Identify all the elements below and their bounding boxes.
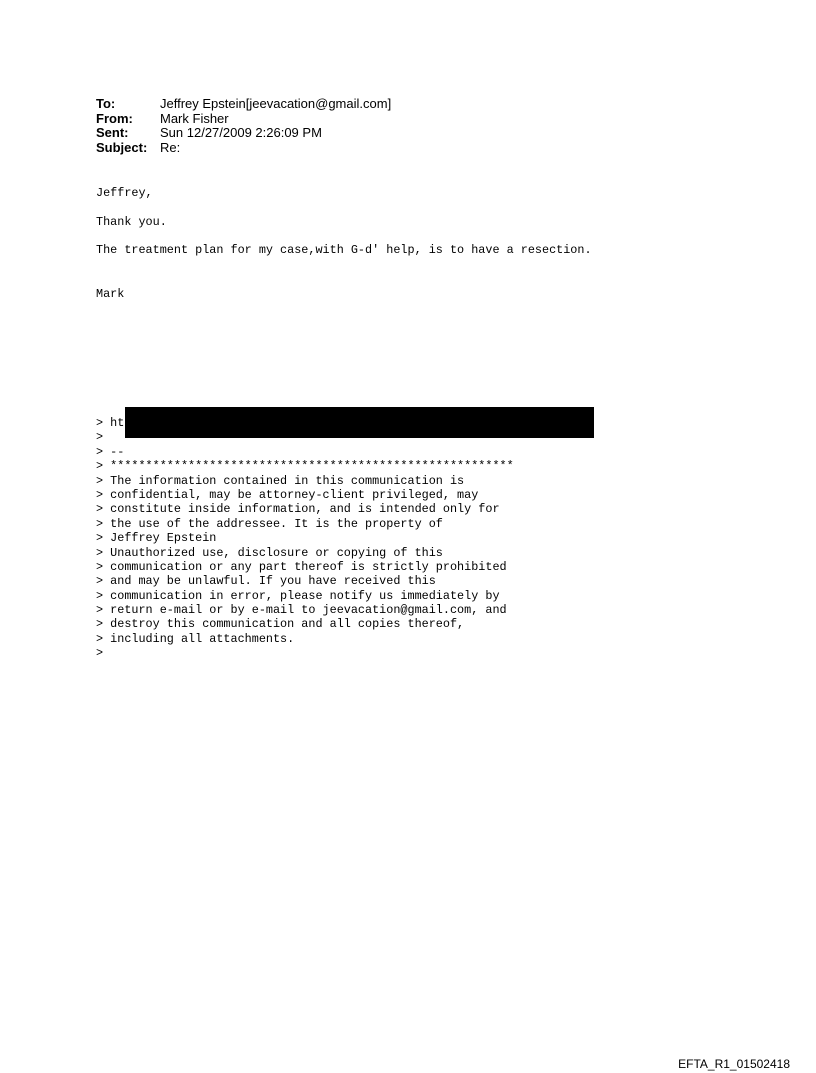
quoted-line: > communication or any part thereof is strictly prohibited: [96, 559, 507, 574]
quoted-line: > and may be unlawful. If you have received this: [96, 574, 436, 589]
bates-number: EFTA_R1_01502418: [678, 1057, 790, 1071]
quoted-line: > constitute inside information, and is intended only for: [96, 502, 500, 517]
to-row: [96, 97, 391, 112]
sent-value: Sun 12/27/2009 2:26:09 PM: [160, 125, 322, 140]
to-value: Jeffrey Epstein[jeevacation@gmail.com]: [160, 96, 392, 111]
quoted-line: > confidential, may be attorney-client privileged, may: [96, 487, 479, 502]
subject-value: Re:: [160, 139, 181, 155]
quoted-line: > --: [96, 444, 125, 459]
quoted-line: > including all attachments.: [96, 631, 295, 646]
from-label: From:: [96, 110, 133, 126]
quoted-line: > destroy this communication and all copies thereof,: [96, 617, 465, 632]
thanks-line: Thank you.: [96, 215, 167, 229]
subject-row: [96, 141, 391, 156]
subject-label: Subject:: [96, 139, 148, 155]
redaction-bar: [125, 407, 594, 438]
signoff-line: Mark: [96, 287, 125, 301]
treatment-plan-line: The treatment plan for my case,with G-d' help, is to have a resection.: [96, 243, 592, 257]
email-header: [96, 97, 391, 155]
sent-label: Sent:: [96, 125, 129, 140]
sent-row: [96, 126, 391, 141]
greeting-line: Jeffrey,: [96, 186, 153, 200]
to-label: To:: [96, 96, 116, 111]
quoted-line: > ht: [96, 416, 125, 430]
quoted-line: > return e-mail or by e-mail to jeevacation@gmail.com, and: [96, 603, 507, 618]
from-row: [96, 112, 391, 127]
quoted-message: [96, 416, 514, 661]
quoted-line: > *********************************************************: [96, 459, 514, 474]
quoted-line: > Unauthorized use, disclosure or copying of this: [96, 545, 443, 560]
quoted-line: > the use of the addressee. It is the property of: [96, 516, 443, 531]
quoted-line: > The information contained in this communication is: [96, 473, 465, 488]
from-value: Mark Fisher: [160, 110, 229, 126]
quoted-line: >: [96, 430, 104, 445]
quoted-line: > Jeffrey Epstein: [96, 531, 217, 546]
quoted-line: > communication in error, please notify us immediately by: [96, 588, 500, 603]
quoted-line: >: [96, 646, 104, 661]
